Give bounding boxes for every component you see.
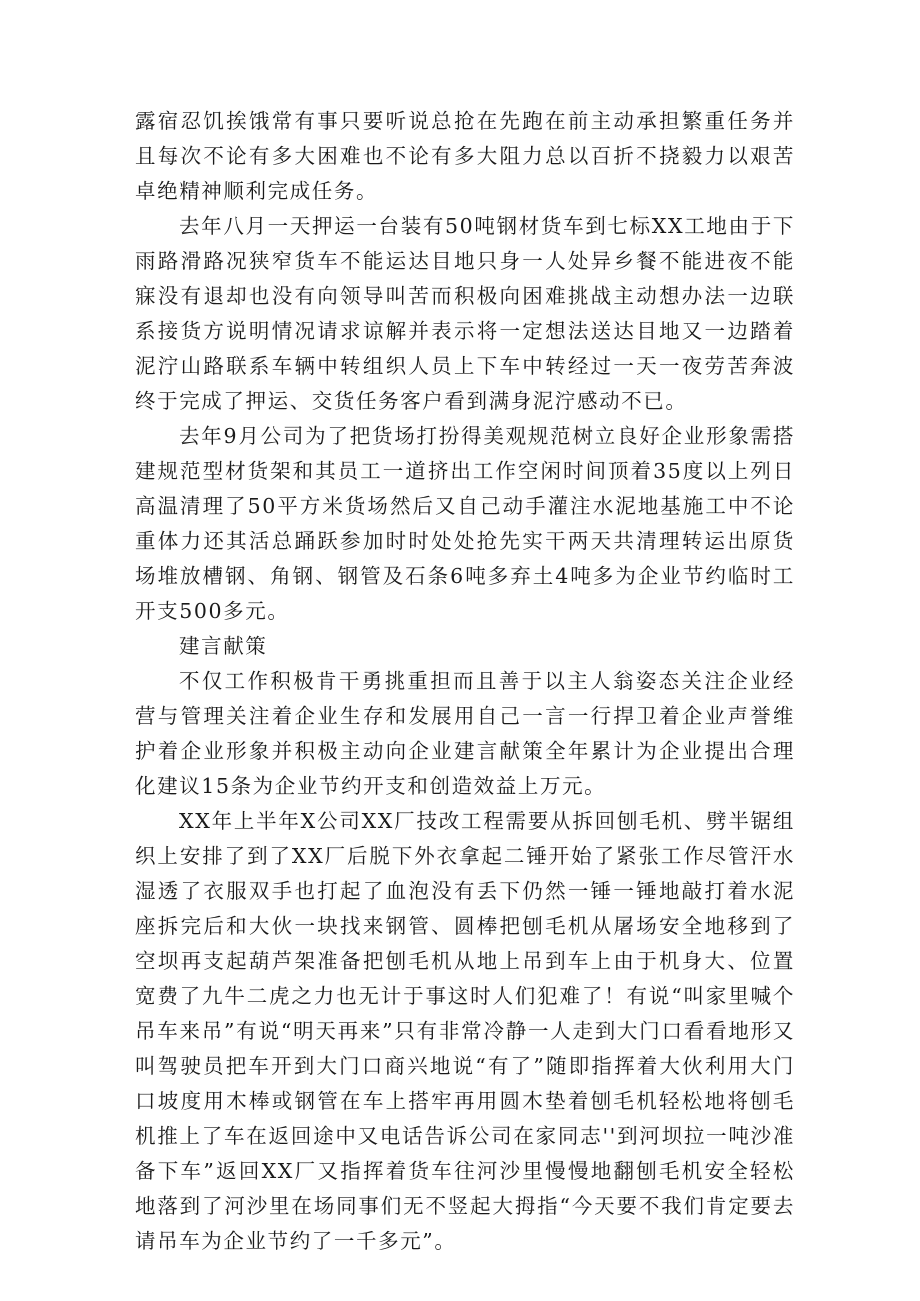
paragraph-august-escort: 去年八月一天押运一台装有50吨钢材货车到七标XX工地由于下雨路滑路况狭窄货车不能运达目地只身一人处异乡餐不能进夜不能寐没有退却也没有向领导叫苦而积极向困难挑战主动想办法一边联系接货方说明情况请求谅解并表示将一定想法送达目地又一边踏着泥泞山路联系车辆中转组织人员上下车中转经过一天一夜劳苦奔波终于完成了押运、交货任务客户看到满身泥泞感动不已。 [135, 214, 795, 413]
paragraph-september-yard: 去年9月公司为了把货场打扮得美观规范树立良好企业形象需搭建规范型材货架和其员工一道挤出工作空闲时间顶着35度以上列日高温清理了50平方米货场然后又自己动手灌注水泥地基施工中不论重体力还其活总踊跃参加时时处处抢先实干两天共清理转运出原货场堆放槽钢、角钢、钢管及石条6吨多弃土4吨多为企业节约临时工开支500多元。 [135, 424, 795, 623]
document-body [135, 104, 795, 1259]
paragraph-suggestions: 不仅工作积极肯干勇挑重担而且善于以主人翁姿态关注企业经营与管理关注着企业生存和发展用自己一言一行捍卫着企业声誉维护着企业形象并积极主动向企业建言献策全年累计为企业提出合理化建议15条为企业节约开支和创造效益上万元。 [135, 669, 795, 798]
paragraph-renovation: XX年上半年X公司XX厂技改工程需要从拆回刨毛机、劈半锯组织上安排了到了XX厂后脱下外衣拿起二锤开始了紧张工作尽管汗水湿透了衣服双手也打起了血泡没有丢下仍然一锤一锤地敲打着水泥座拆完后和大伙一块找来钢管、圆棒把刨毛机从屠场安全地移到了空坝再支起葫芦架准备把刨毛机从地上吊到车上由于机身大、位置宽费了九牛二虎之力也无计于事这时人们犯难了！有说“叫家里喊个吊车来吊”有说“明天再来”只有非常冷静一人走到大门口看看地形又叫驾驶员把车开到大门口商兴地说“有了”随即指挥着大伙利用大门口坡度用木棒或钢管在车上搭牢再用圆木垫着刨毛机轻松地将刨毛机推上了车在返回途中又电话告诉公司在家同志''到河坝拉一吨沙准备下车”返回XX厂又指挥着货车往河沙里慢慢地翻刨毛机安全轻松地落到了河沙里在场同事们无不竖起大拇指“今天要不我们肯定要去请吊车为企业节约了一千多元”。 [135, 809, 795, 1253]
section-heading: 建言献策 [179, 634, 268, 658]
paragraph-continued: 露宿忍饥挨饿常有事只要听说总抢在先跑在前主动承担繁重任务并且每次不论有多大困难也不论有多大阻力总以百折不挠毅力以艰苦卓绝精神顺利完成任务。 [135, 109, 795, 203]
